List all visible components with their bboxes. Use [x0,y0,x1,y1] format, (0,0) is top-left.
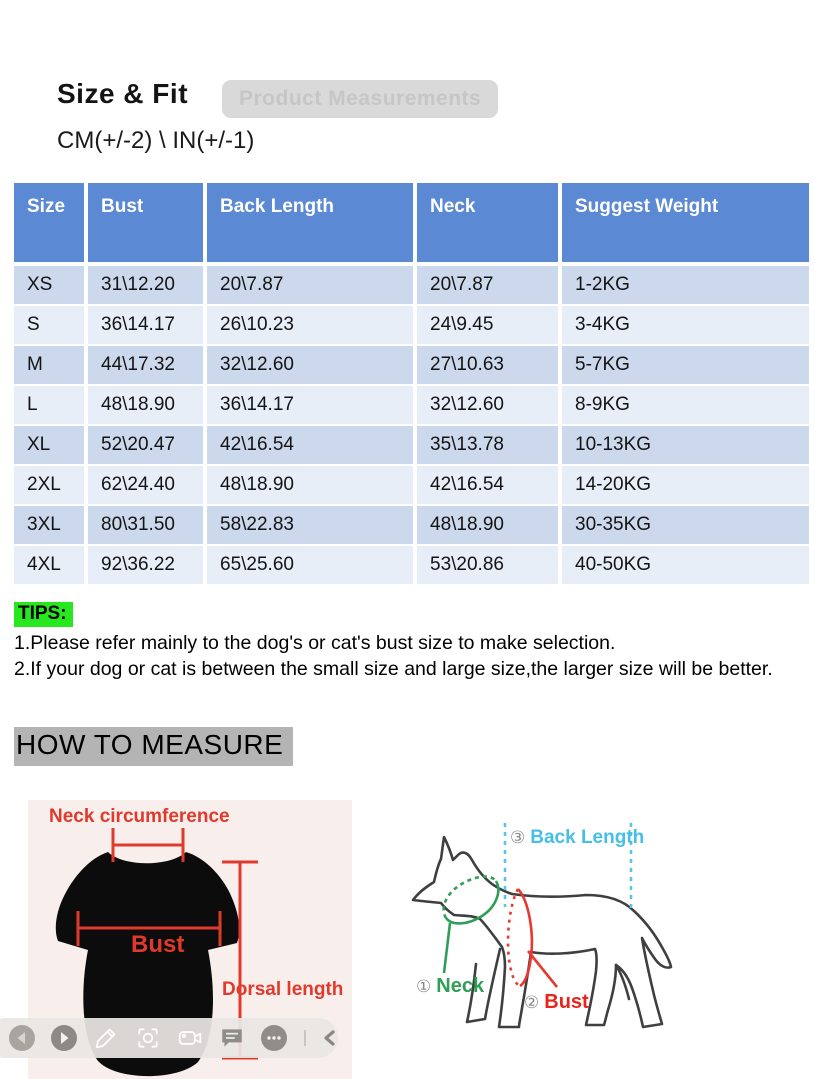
toolbar-divider [304,1030,306,1046]
neck-text: Neck [436,975,485,997]
table-row [14,346,810,384]
cell-back-length: 32\12.60 [207,346,413,384]
back-length-text: Back Length [530,827,645,848]
cell-back-length: 36\14.17 [207,386,413,424]
table-row [14,426,810,464]
play-icon [51,1025,77,1051]
table-row [14,386,810,424]
cell-weight: 1-2KG [562,266,809,304]
size-chart-table [14,183,810,586]
cell-neck: 53\20.86 [417,546,558,584]
unit-tolerance-note: CM(+/-2) \ IN(+/-1) [57,127,255,154]
how-to-measure-heading: HOW TO MEASURE [14,727,293,766]
circled-one-icon: ① [416,977,432,996]
cell-weight: 14-20KG [562,466,809,504]
bust-text: Bust [544,991,589,1013]
cell-size: M [14,346,84,384]
table-row [14,306,810,344]
cell-bust: 92\36.22 [88,546,203,584]
cell-bust: 48\18.90 [88,386,203,424]
bust-point-label [524,991,589,1014]
table-header-row [14,183,810,262]
cell-back-length: 20\7.87 [207,266,413,304]
cell-back-length: 58\22.83 [207,506,413,544]
cell-neck: 48\18.90 [417,506,558,544]
table-row [14,466,810,504]
column-header-size: Size [14,183,84,262]
cell-size: L [14,386,84,424]
cell-back-length: 42\16.54 [207,426,413,464]
cell-weight: 40-50KG [562,546,809,584]
neck-circumference-label: Neck circumference [49,806,230,827]
cell-bust: 52\20.47 [88,426,203,464]
more-button[interactable] [260,1024,288,1052]
column-header-bust: Bust [88,183,203,262]
table-row [14,266,810,304]
chevron-left-icon [319,1027,341,1049]
cell-size: 3XL [14,506,84,544]
comment-icon [219,1025,245,1051]
tips-highlight-label: TIPS: [14,602,73,627]
column-header-back-length: Back Length [207,183,413,262]
previous-icon [9,1025,35,1051]
media-toolbar [0,1018,338,1058]
cell-neck: 42\16.54 [417,466,558,504]
cell-back-length: 26\10.23 [207,306,413,344]
tips-text [14,630,776,682]
circled-three-icon: ③ [510,828,526,847]
product-measurements-badge: Product Measurements [222,80,498,118]
cell-bust: 44\17.32 [88,346,203,384]
cell-weight: 8-9KG [562,386,809,424]
collapse-button[interactable] [316,1024,344,1052]
cell-back-length: 65\25.60 [207,546,413,584]
cell-neck: 20\7.87 [417,266,558,304]
scan-button[interactable] [134,1024,162,1052]
column-header-neck: Neck [417,183,558,262]
cell-size: 4XL [14,546,84,584]
cell-neck: 32\12.60 [417,386,558,424]
back-length-label [510,827,644,849]
cell-weight: 5-7KG [562,346,809,384]
cell-neck: 35\13.78 [417,426,558,464]
column-header-suggest-weight: Suggest Weight [562,183,809,262]
edit-button[interactable] [92,1024,120,1052]
play-button[interactable] [50,1024,78,1052]
ellipsis-icon [261,1025,287,1051]
video-button[interactable] [176,1024,204,1052]
dog-measure-diagram [400,815,814,1045]
video-camera-icon [177,1025,203,1051]
cell-bust: 36\14.17 [88,306,203,344]
cell-neck: 27\10.63 [417,346,558,384]
table-row [14,506,810,544]
cell-size: 2XL [14,466,84,504]
comment-button[interactable] [218,1024,246,1052]
cell-bust: 80\31.50 [88,506,203,544]
previous-button[interactable] [8,1024,36,1052]
cell-size: XS [14,266,84,304]
cell-size: XL [14,426,84,464]
cell-neck: 24\9.45 [417,306,558,344]
tip-line-1: 1.Please refer mainly to the dog's or cat's bust size to make selection. [14,632,616,654]
scan-focus-icon [135,1025,161,1051]
dorsal-length-label: Dorsal length [222,979,344,1000]
cell-size: S [14,306,84,344]
cell-weight: 30-35KG [562,506,809,544]
tip-line-2: 2.If your dog or cat is between the small size and large size,the larger size will be better. [14,658,773,680]
neck-label [416,975,484,998]
cell-weight: 10-13KG [562,426,809,464]
cell-weight: 3-4KG [562,306,809,344]
page-title: Size & Fit [57,78,189,109]
dog-outline-graphic [400,815,814,1045]
cell-bust: 62\24.40 [88,466,203,504]
cell-bust: 31\12.20 [88,266,203,304]
table-row [14,546,810,584]
circled-two-icon: ② [524,993,540,1012]
pencil-icon [93,1025,119,1051]
cell-back-length: 48\18.90 [207,466,413,504]
bust-label: Bust [131,931,185,958]
